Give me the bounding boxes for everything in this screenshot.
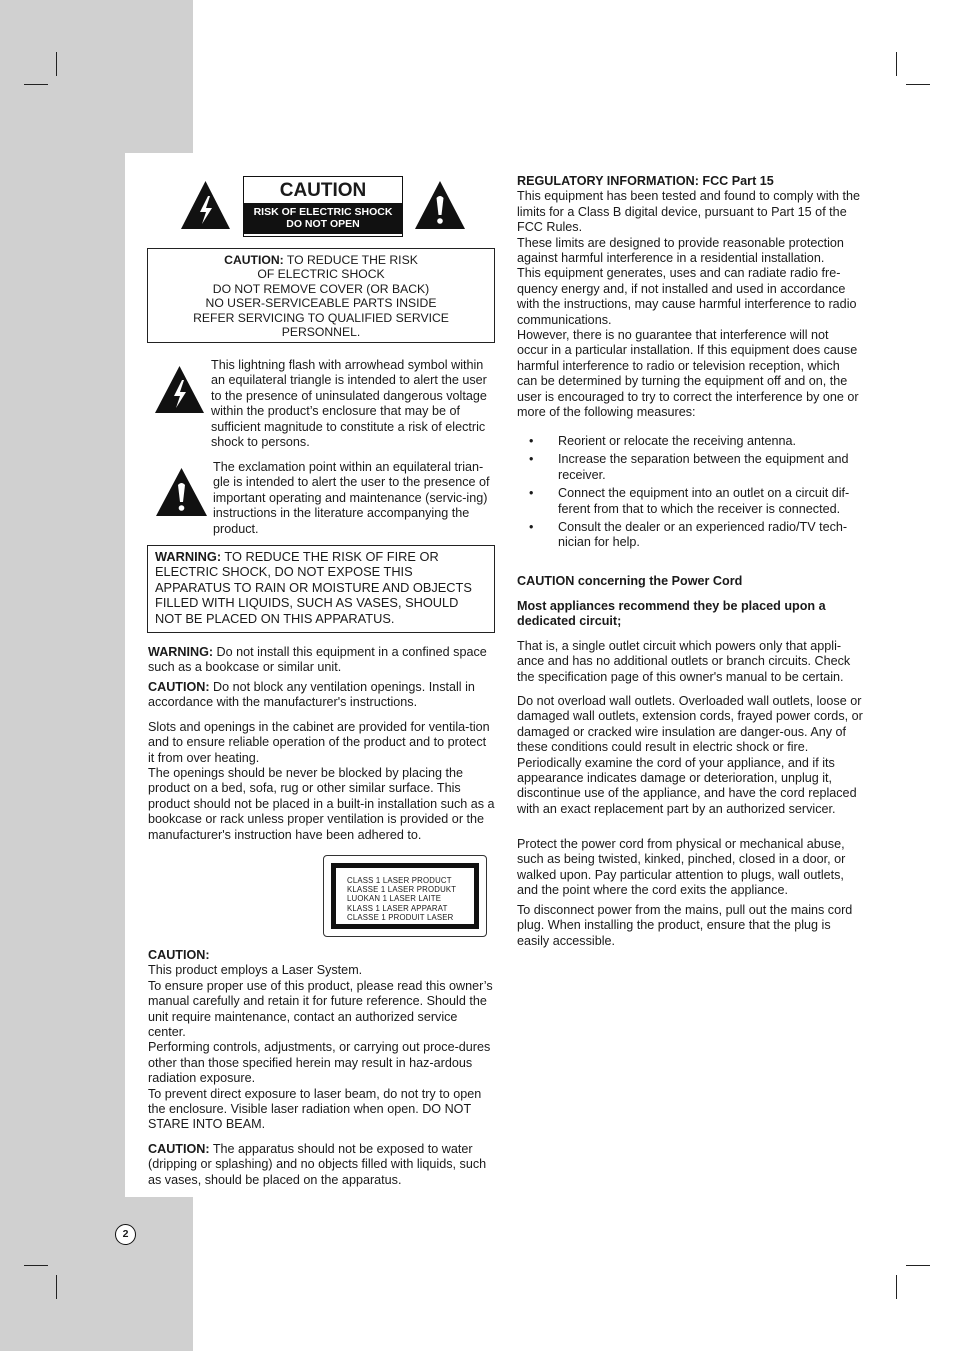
crop-mark: [56, 1275, 57, 1299]
crop-mark: [906, 84, 930, 85]
laser-caution-p3: Performing controls, adjustments, or carrying out proce-dures other than those specified herein may result in haz-ardous radiation exposure.: [148, 1040, 491, 1086]
fcc-measures-list: [517, 434, 867, 554]
laser-label-line: KLASS 1 LASER APPARAT: [347, 903, 448, 913]
fcc-p1: This equipment has been tested and found to comply with the limits for a Class B digital device, pursuant to Part 15 of the FCC Rules.: [517, 189, 861, 235]
caution-ventilation-lead: CAUTION:: [148, 680, 210, 694]
list-item: • Connect the equipment into an outlet on a circuit dif-ferent from that to which the receiver is connected.: [517, 486, 867, 517]
fcc-heading: REGULATORY INFORMATION: FCC Part 15: [517, 174, 774, 188]
laser-label-line: CLASS 1 LASER PRODUCT: [347, 876, 452, 885]
exclamation-triangle-icon: [154, 466, 209, 518]
caution-box-line5: REFER SERVICING TO QUALIFIED SERVICE: [193, 310, 449, 325]
laser-label-line: LUOKAN 1 LASER LAITE: [347, 894, 442, 904]
power-cord-p1: That is, a single outlet circuit which powers only that appli-ance and has no additional outlets or branch circuits. Check the specification page of this owner's manual to be certain.: [517, 639, 851, 684]
laser-label-line: CLASSE 1 PRODUIT LASER: [347, 912, 454, 922]
caution-ventilation-paragraph: [148, 680, 494, 711]
warning-install-text: Do not install this equipment in a confined space such as a bookcase or similar unit.: [148, 645, 487, 675]
laser-product-label: [323, 855, 487, 937]
fcc-p4: However, there is no guarantee that interference will not occur in a particular installation. If this equipment does cause harmful interference to radio or television reception, which can be determined by turning the equipment off and on, the user is encouraged to try to correct the interference by one or more of the following measures:: [517, 328, 859, 420]
caution-water-lead: CAUTION:: [148, 1142, 210, 1156]
laser-caution-p2: To ensure proper use of this product, please read this owner’s manual carefully and retain it for future reference. Should the unit require maintenance, contact an authorized service center.: [148, 978, 493, 1040]
lightning-symbol-description: This lightning flash with arrowhead symbol within an equilateral triangle is intended to alert the user to the presence of uninsulated dangerous voltage within the product’s enclosure that may be of sufficient magnitude to constitute a risk of electric shock to persons.: [211, 358, 487, 450]
crop-mark: [24, 84, 48, 85]
power-cord-p4: To disconnect power from the mains, pull out the mains cord plug. When installing the product, ensure that the plug is easily accessible.: [517, 903, 853, 948]
caution-label-title: CAUTION: [279, 180, 367, 201]
crop-mark: [24, 1265, 48, 1266]
list-item: • Reorient or relocate the receiving antenna.: [517, 434, 867, 449]
caution-ventilation-text: Do not block any ventilation openings. Install in accordance with the manufacturer's instructions.: [148, 680, 475, 710]
warning-box-text: TO REDUCE THE RISK OF FIRE OR ELECTRIC SHOCK, DO NOT EXPOSE THIS APPARATUS TO RAIN OR MOISTURE AND OBJECTS FILLED WITH LIQUIDS, SUCH AS VASES, SHOULD NOT BE PLACED ON THIS APPARATUS.: [155, 549, 472, 626]
laser-caution-p1: This product employs a Laser System.: [148, 963, 363, 978]
laser-caution-section: [148, 948, 494, 1133]
power-cord-subheading: Most appliances recommend they be placed upon a dedicated circuit;: [517, 599, 826, 629]
exclamation-triangle-icon: [413, 179, 467, 231]
laser-caution-p4: To prevent direct exposure to laser beam, do not try to open the enclosure. Visible laser radiation when open. DO NOT STARE INTO BEAM.: [148, 1086, 482, 1132]
power-cord-p3: Protect the power cord from physical or mechanical abuse, such as being twisted, kinked, pinched, closed in a door, or walked upon. Pay particular attention to plugs, wall outlets, and the point where the cord exits the appliance.: [517, 837, 846, 898]
list-item: • Increase the separation between the equipment and receiver.: [517, 452, 867, 483]
caution-box-line3: DO NOT REMOVE COVER (OR BACK): [212, 281, 430, 296]
power-cord-heading: CAUTION concerning the Power Cord: [517, 574, 743, 588]
slots-paragraph-1: Slots and openings in the cabinet are provided for ventila-tion and to ensure reliable operation of the product and to protect it from over heating.: [148, 720, 490, 765]
warning-fire-shock-box: [147, 545, 495, 633]
caution-label-line1: RISK OF ELECTRIC SHOCK: [253, 206, 393, 218]
fcc-section: [517, 174, 862, 421]
caution-water-text: The apparatus should not be exposed to water (dripping or splashing) and no objects filled with liquids, such as vases, should be placed on the apparatus.: [148, 1142, 487, 1187]
caution-box-line6: PERSONNEL.: [281, 325, 361, 340]
list-item: • Consult the dealer or an experienced radio/TV tech-nician for help.: [517, 520, 867, 551]
laser-label-border: [331, 863, 479, 929]
laser-label-line: KLASSE 1 LASER PRODUKT: [347, 885, 457, 895]
caution-box-line4: NO USER-SERVICEABLE PARTS INSIDE: [205, 296, 437, 311]
power-cord-p2: Do not overload wall outlets. Overloaded wall outlets, loose or damaged wall outlets, extension cords, frayed power cords, or damaged or cracked wire insulation are danger-ous. Any of these conditions could result in electric shock or fire. Periodically examine the cord of your appliance, and if its appearance indicates damage or deterioration, unplug it, discontinue use of the appliance, and have the cord replaced with an exact replacement part by an authorized servicer.: [517, 694, 863, 816]
fcc-p2: These limits are designed to provide reasonable protection against harmful interference in a residential installation.: [517, 235, 844, 266]
crop-mark: [56, 52, 57, 76]
lightning-triangle-icon: [153, 364, 206, 415]
lightning-triangle-icon: [179, 179, 232, 231]
crop-mark: [896, 1275, 897, 1299]
caution-box-line2: OF ELECTRIC SHOCK: [257, 267, 385, 282]
caution-electric-shock-box: [147, 248, 495, 343]
caution-label: [243, 176, 403, 237]
fcc-p3: This equipment generates, uses and can radiate radio fre-quency energy and, if not installed and used in accordance with the instructions, may cause harmful interference to radio communications.: [517, 266, 857, 327]
crop-mark: [906, 1265, 930, 1266]
caution-label-sub: [244, 203, 402, 234]
slots-paragraph-2: The openings should be never be blocked by placing the product on a bed, sofa, rug or other similar surface. This product should not be placed in a built-in installation such as a bookcase or rack unless proper ventilation is provided or the manufacturer's instruction have been adhered to.: [148, 766, 495, 842]
warning-box-lead: WARNING:: [155, 549, 222, 564]
caution-box-lead: CAUTION:: [224, 253, 284, 267]
warning-install-lead: WARNING:: [148, 645, 214, 659]
crop-mark: [896, 52, 897, 76]
warning-install-paragraph: [148, 645, 494, 676]
caution-label-line2: DO NOT OPEN: [286, 217, 360, 230]
laser-label-text: [347, 876, 456, 922]
caution-water-paragraph: [148, 1142, 494, 1188]
laser-caution-heading: CAUTION:: [148, 948, 210, 962]
exclamation-symbol-description: The exclamation point within an equilateral trian-gle is intended to alert the user to the presence of important operating and maintenance (servic-ing) instructions in the literature accompanying the product.: [213, 460, 490, 536]
page-number: 2: [115, 1224, 136, 1245]
caution-box-line1: TO REDUCE THE RISK: [283, 253, 418, 267]
